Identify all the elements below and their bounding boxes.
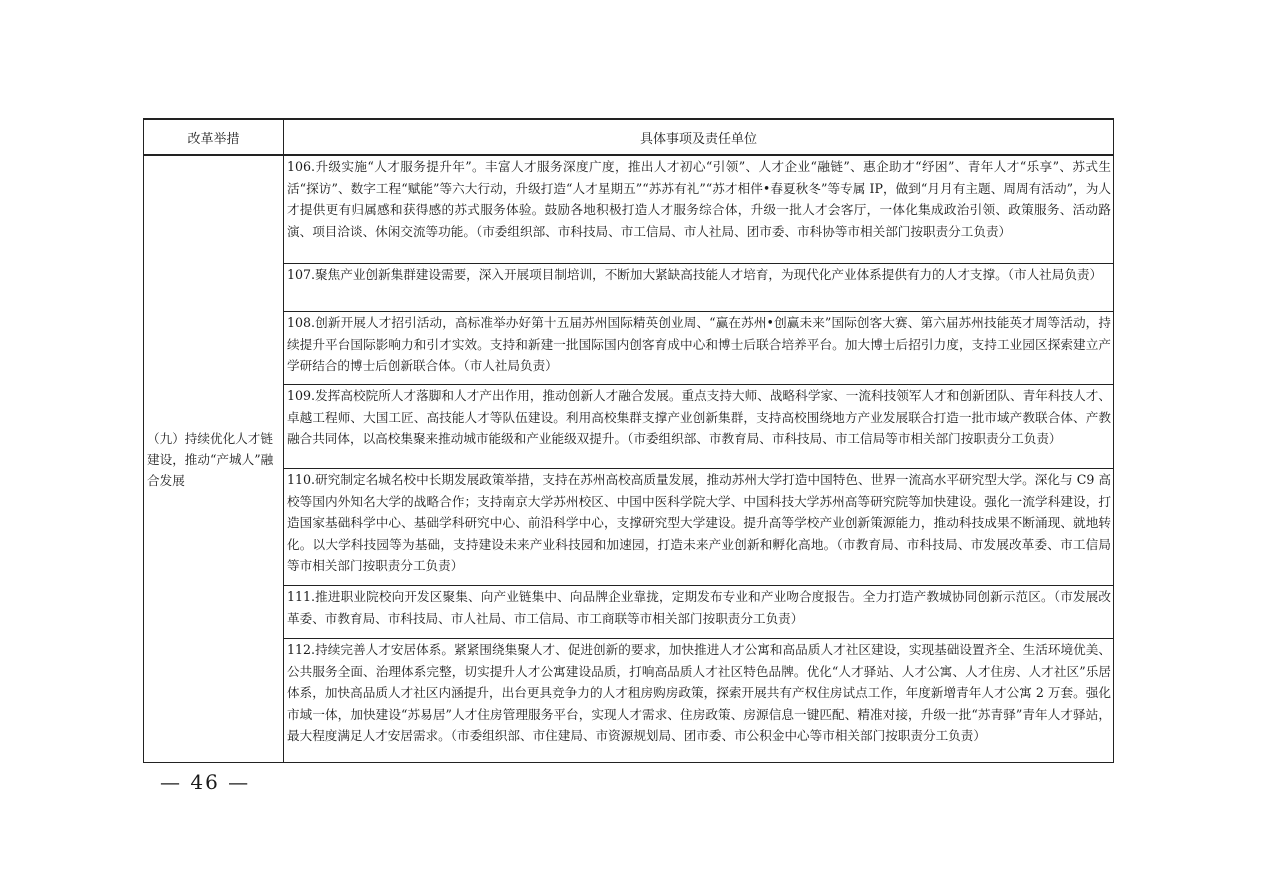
item-107: 107.聚焦产业创新集群建设需要，深入开展项目制培训，不断加大紧缺高技能人才培育，为现代化产业体系提供有力的人才支撑。（市人社局负责） [284,264,1114,312]
table-row [144,264,1114,312]
table-header-row [144,119,1114,155]
item-109: 109.发挥高校院所人才落脚和人才产出作用，推动创新人才融合发展。重点支持大师、战略科学家、一流科技领军人才和创新团队、青年科技人才、卓越工程师、大国工匠、高技能人才等队伍建设。利用高校集群支撑产业创新集群，支持高校围绕地方产业发展联合打造一批市域产教联合体、产教融合共同体，以高校集聚来推动城市能级和产业能级双提升。（市委组织部、市教育局、市科技局、市工信局等市相关部门按职责分工负责） [284,385,1114,469]
reform-measure-cell: （九）持续优化人才链建设，推动“产城人”融合发展 [144,155,284,763]
item-112: 112.持续完善人才安居体系。紧紧围绕集聚人才、促进创新的要求，加快推进人才公寓和高品质人才社区建设，实现基础设置齐全、生活环境优美、公共服务全面、治理体系完整，切实提升人才公寓建设品质，打响高品质人才社区特色品牌。优化“人才驿站、人才公寓、人才住房、人才社区”乐居体系，加快高品质人才社区内涵提升，出台更具竞争力的人才租房购房政策，探索开展共有产权住房试点工作，年度新增青年人才公寓 2 万套。强化市域一体，加快建设“苏易居”人才住房管理服务平台，实现人才需求、住房政策、房源信息一键匹配、精准对接，升级一批“苏青驿”青年人才驿站，最大程度满足人才安居需求。（市委组织部、市住建局、市资源规划局、团市委、市公积金中心等市相关部门按职责分工负责） [284,639,1114,763]
table-row [144,385,1114,469]
header-measure: 改革举措 [144,119,284,155]
item-106: 106.升级实施“人才服务提升年”。丰富人才服务深度广度，推出人才初心“引领”、人才企业“融链”、惠企助才“纾困”、青年人才“乐享”、苏式生活“探访”、数字工程“赋能”等六大行动，升级打造“人才星期五”“苏苏有礼”“苏才相伴•春夏秋冬”等专属 IP，做到“月月有主题、周周有活动”，为人才提供更有归属感和获得感的苏式服务体验。鼓励各地积极打造人才服务综合体，升级一批人才会客厅，一体化集成政治引领、政策服务、活动路演、项目洽谈、休闲交流等功能。（市委组织部、市科技局、市工信局、市人社局、团市委、市科协等市相关部门按职责分工负责） [284,155,1114,264]
table-row [144,155,1114,264]
table-row [144,639,1114,763]
item-108: 108.创新开展人才招引活动，高标准举办好第十五届苏州国际精英创业周、“赢在苏州•创赢未来”国际创客大赛、第六届苏州技能英才周等活动，持续提升平台国际影响力和引才实效。支持和新建一批国际国内创客育成中心和博士后联合培养平台。加大博士后招引力度，支持工业园区探索建立产学研结合的博士后创新联合体。（市人社局负责） [284,312,1114,385]
reform-measures-table [143,118,1114,763]
header-items: 具体事项及责任单位 [284,119,1114,155]
item-111: 111.推进职业院校向开发区聚集、向产业链集中、向品牌企业靠拢，定期发布专业和产业吻合度报告。全力打造产教城协同创新示范区。（市发展改革委、市教育局、市科技局、市人社局、市工信局、市工商联等市相关部门按职责分工负责） [284,586,1114,639]
table-row [144,586,1114,639]
item-110: 110.研究制定名城名校中长期发展政策举措，支持在苏州高校高质量发展，推动苏州大学打造中国特色、世界一流高水平研究型大学。深化与 C9 高校等国内外知名大学的战略合作；支持南京大学苏州校区、中国中医科学院大学、中国科技大学苏州高等研究院等加快建设。强化一流学科建设，打造国家基础科学中心、基础学科研究中心、前沿科学中心，支撑研究型大学建设。提升高等学校产业创新策源能力，推动科技成果不断涌现、就地转化。以大学科技园等为基础，支持建设未来产业科技园和加速园，打造未来产业创新和孵化高地。（市教育局、市科技局、市发展改革委、市工信局等市相关部门按职责分工负责） [284,469,1114,586]
table-row [144,469,1114,586]
page-number: — 46 — [160,770,251,794]
table-row [144,312,1114,385]
